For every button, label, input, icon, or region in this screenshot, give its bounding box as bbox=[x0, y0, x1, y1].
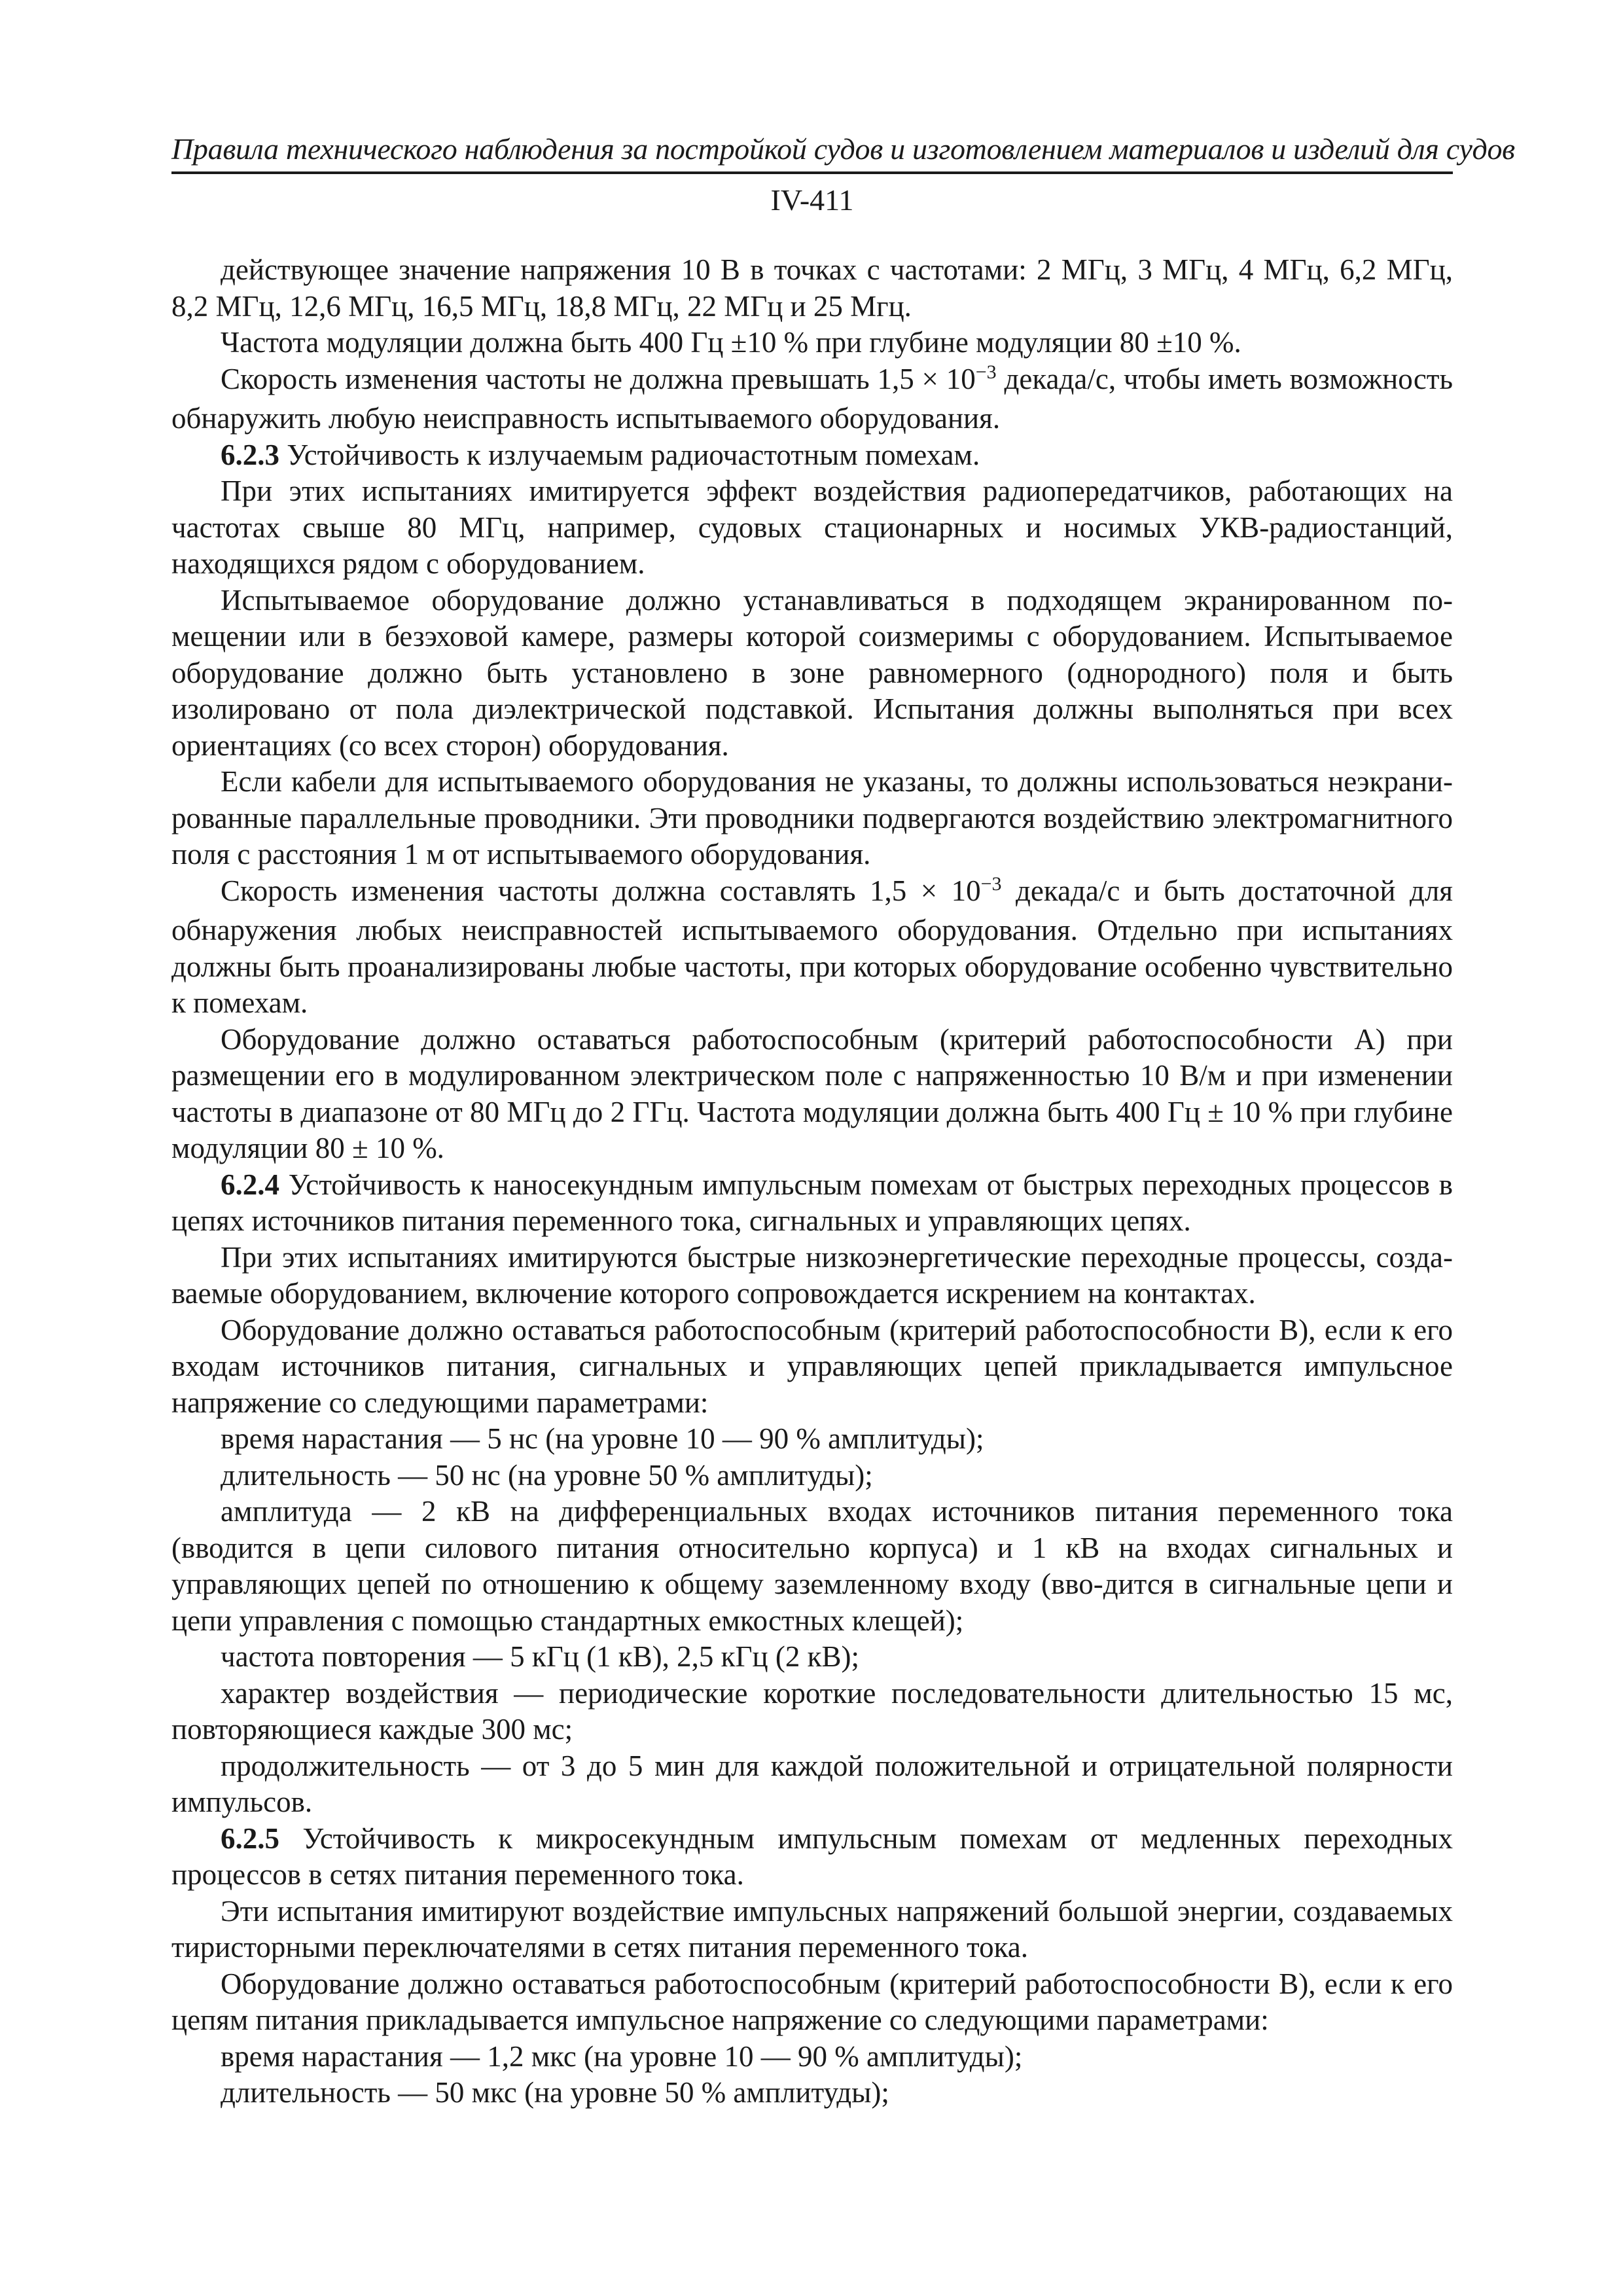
paragraph: Оборудование должно оставаться работоспособным (критерий работоспособности В), если к его цепям питания прикладывается импульсное напряжение со следующими параметрами: bbox=[171, 1967, 1453, 2036]
document-body bbox=[171, 252, 1453, 2111]
paragraph-continuation: действующее значение напряжения 10 В в точках с частотами: 2 МГц, 3 МГц, 4 МГц, 6,2 МГц, 8,2 МГц, 12,6 МГц, 16,5 МГц, 18,8 МГц, 22 МГц и 25 Мгц. bbox=[171, 253, 1453, 323]
section-number: 6.2.5 bbox=[221, 1821, 279, 1855]
paragraph: Если кабели для испытываемого оборудования не указаны, то должны использоваться неэкранированные параллельные проводники. Эти проводники подвергаются воздействию электромагнитного поля с расстояния 1 м от испытываемого оборудования. bbox=[171, 765, 1453, 870]
list-item: время нарастания — 5 нс (на уровне 10 — 90 % амплитуды); bbox=[221, 1422, 984, 1455]
list-item: время нарастания — 1,2 мкс (на уровне 10 — 90 % амплитуды); bbox=[221, 2039, 1023, 2073]
paragraph: При этих испытаниях имитируются быстрые низкоэнергетические переходные процессы, создаваемые оборудованием, включение которого сопровождается искрением на контактах. bbox=[171, 1240, 1453, 1310]
list-item: частота повторения — 5 кГц (1 кВ), 2,5 кГц (2 кВ); bbox=[221, 1640, 859, 1673]
paragraph-sweep-rate: Скорость изменения частоты должна составлять $1,5 \times 10^{-3}$ декада/с и быть достаточной для обнаружения любых неисправностей испытываемого оборудования. Отдельно при испытаниях должны быть проанализированы любые частоты, при которых оборудование особенно чувствительно к помехам. bbox=[171, 872, 1453, 1019]
section-heading-6-2-3 bbox=[171, 437, 1453, 474]
list-item: длительность — 50 мкс (на уровне 50 % амплитуды); bbox=[221, 2076, 889, 2109]
paragraph: Испытываемое оборудование должно устанавливаться в подходящем экранированном помещении или в безэховой камере, размеры которой соизмеримы с оборудованием. Испытываемое оборудование должно быть установлено в зоне равномерного (однородного) поля и быть изолировано от пола диэлектрической подставкой. Испытания должны выполняться при всех ориентациях (со всех сторон) оборудования. bbox=[171, 583, 1453, 762]
section-title: Устойчивость к излучаемым радиочастотным помехам. bbox=[279, 438, 980, 471]
section-heading-6-2-4 bbox=[171, 1167, 1453, 1240]
section-number: 6.2.3 bbox=[221, 438, 279, 471]
section-number: 6.2.4 bbox=[221, 1168, 279, 1201]
section-title: Устойчивость к микросекундным импульсным помехам от медленных переходных процессов в сетях питания переменного тока. bbox=[171, 1821, 1453, 1891]
paragraph-sweep-rate: Скорость изменения частоты не должна превышать $1,5 \times 10^{-3}$ декада/с, чтобы иметь возможность обнаружить любую неисправность испытываемого оборудования. bbox=[171, 361, 1453, 435]
paragraph: При этих испытаниях имитируется эффект воздействия радиопередатчиков, работающих на частотах свыше 80 МГц, например, судовых стационарных и носимых УКВ-радиостанций, находящихся рядом с оборудованием. bbox=[171, 475, 1453, 580]
running-header: Правила технического наблюдения за постройкой судов и изготовлением материалов и изделий для судов bbox=[171, 132, 1515, 166]
paragraph: Эти испытания имитируют воздействие импульсных напряжений большой энергии, создаваемых тиристорными переключателями в сетях питания переменного тока. bbox=[171, 1894, 1453, 1964]
header-rule bbox=[171, 171, 1453, 174]
list-item: длительность — 50 нс (на уровне 50 % амплитуды); bbox=[221, 1458, 873, 1492]
page-number: IV-411 bbox=[770, 183, 854, 217]
paragraph-modulation: Частота модуляции должна быть 400 Гц ±10 % при глубине модуляции 80 ±10 %. bbox=[221, 326, 1241, 359]
paragraph: Оборудование должно оставаться работоспособным (критерий работоспособности В), если к его входам источников питания, сигнальных и управляющих цепей прикладывается импульсное напряжение со следующими параметрами: bbox=[171, 1313, 1453, 1419]
list-item: амплитуда — 2 кВ на дифференциальных входах источников питания переменного тока (вводится в цепи силового питания относительно корпуса) и 1 кВ на входах сигнальных и управляющих цепей по отношению к общему заземленному входу (вво-дится в сигнальные цепи и цепи управления с помощью стандартных емкостных клещей); bbox=[171, 1495, 1453, 1637]
paragraph: Оборудование должно оставаться работоспособным (критерий работоспособности А) при размещении его в модулированном электрическом поле с напряженностью 10 В/м и при изменении частоты в диапазоне от 80 МГц до 2 ГГц. Частота модуляции должна быть 400 Гц ± 10 % при глубине модуляции 80 ± 10 %. bbox=[171, 1022, 1453, 1164]
exponent: −3 bbox=[975, 361, 997, 383]
section-heading-6-2-5 bbox=[171, 1821, 1453, 1893]
section-title: Устойчивость к наносекундным импульсным помехам от быстрых переходных процессов в цепях источников питания переменного тока, сигнальных и управляющих цепях. bbox=[171, 1168, 1453, 1237]
list-item: характер воздействия — периодические короткие последовательности длительностью 15 мс, повторяющиеся каждые 300 мс; bbox=[171, 1676, 1453, 1746]
list-item: продолжительность — от 3 до 5 мин для каждой положительной и отрицательной полярности импульсов. bbox=[171, 1749, 1453, 1818]
exponent: −3 bbox=[980, 872, 1002, 895]
